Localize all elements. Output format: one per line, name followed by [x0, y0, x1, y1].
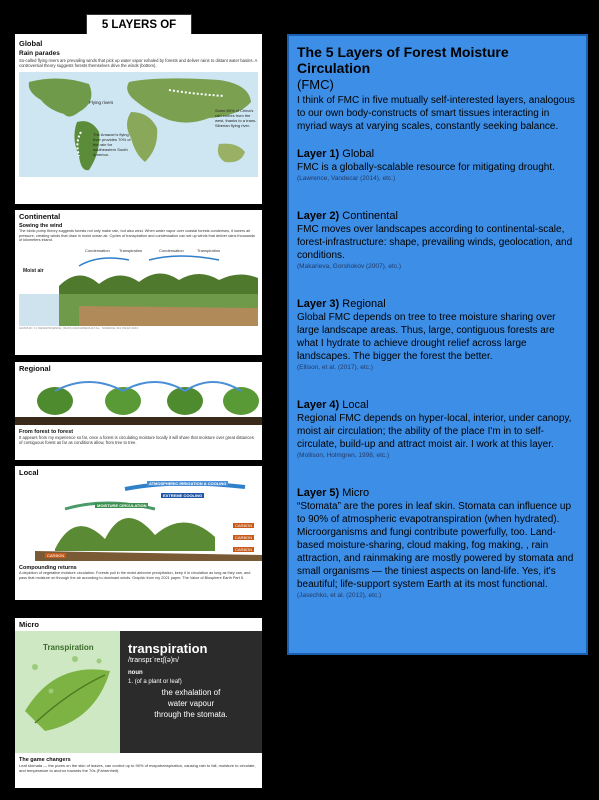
- panel-micro-header: Micro: [19, 620, 40, 629]
- world-map: [19, 72, 258, 177]
- layer-4-text: Regional FMC depends on hyper-local, interior, under canopy, moist air circulation; the ability of the place I'm in to self-circulate, build-up and attract moist air. I work at this layer.: [297, 413, 572, 450]
- panel-regional-subheader: From forest to forest: [19, 429, 74, 435]
- layer-3-cite: (Ellison, et al. (2017), etc.): [297, 364, 373, 371]
- layer-3-text: Global FMC depends on tree to tree moisture sharing over large landscape areas. Thus, large, contiguous forests are what I hydrate to achieve drought relief across large landscapes. The bigger the forest the better.: [297, 312, 556, 362]
- panel-micro-subheader: The game changers: [19, 757, 71, 763]
- dictionary-definition: [128, 687, 254, 720]
- layer-1-cite: (Lawrence, Vandecar (2014), etc.): [297, 175, 396, 182]
- continental-credit: GRAPHIC: N. DESAI/SCIENCE; (DATA) MAKARIEVA ET AL., SCIENCE 341 (6142) 2013: [19, 325, 139, 330]
- dictionary-def-sense: (of a plant or leaf): [134, 679, 182, 685]
- panel-continental: [15, 210, 262, 355]
- panel-micro-body: Leaf stomata — the pores on the skin of leaves, can control up to 90% of evapotranspiration, causing rain to fall, moisture to circulate, and temperature to anchor towards the 70s (Fahrenheit).: [19, 763, 256, 773]
- fmc-title-abbr: (FMC): [297, 77, 334, 92]
- panel-regional-header: Regional: [19, 364, 51, 373]
- transpiration-leaf-image: [15, 631, 120, 753]
- map-label-china: Some 80% of China's rain comes from the west, thanks to a trans-Siberian flying river.: [215, 108, 257, 128]
- label-carbon-3: CARBON: [235, 547, 253, 552]
- panel-local-header: Local: [19, 468, 39, 477]
- fmc-intro: I think of FMC in five mutually self-interested layers, analogous to our own body-constructs of smart tissues interacting in myriad ways at varying scales, constantly seeking balance.: [297, 95, 575, 132]
- label-condensation-1: Condensation: [85, 247, 110, 253]
- panel-local: [15, 466, 262, 600]
- layer-4-heading: Layer 4) Local: [297, 399, 369, 411]
- dictionary-card: [120, 631, 262, 753]
- label-carbon-4: CARBON: [47, 553, 65, 558]
- label-carbon-2: CARBON: [235, 535, 253, 540]
- dictionary-pronunciation: /transpɪˈreɪʃ(ə)n/: [128, 657, 179, 664]
- biotic-pump-illustration: [19, 246, 258, 326]
- definition-line: the exhalation of: [161, 688, 221, 697]
- panel-global-header: Global: [19, 39, 43, 48]
- layer-1-heading: Layer 1) Global: [297, 148, 375, 160]
- panel-local-subheader: Compounding returns: [19, 565, 77, 571]
- map-label-flying-rivers: Flying rivers: [89, 100, 114, 105]
- layer-1-text: FMC is a globally-scalable resource for mitigating drought.: [297, 162, 555, 173]
- label-atmospheric: ATMOSPHERIC IRRIGATION & COOLING: [149, 481, 227, 486]
- panel-continental-body: The biotic pump theory suggests forests not only make rain, but also wind. When water vapor over coastal forests condenses, it lowers air pressure, creating winds that draw in moist ocean air. Cycles of transpiration and condensation can set up winds that deliver rains thousands of kilometers inland.: [19, 229, 255, 243]
- fmc-title: The 5 Layers of Forest Moisture Circulation: [297, 44, 509, 76]
- fmc-description-box: [287, 34, 588, 655]
- label-extreme-cooling: EXTREME COOLING: [163, 493, 203, 498]
- panel-regional-body: It appears from my experience so far, once a forest is circulating moisture locally it will share that moisture over great distances of contiguous forest as far as conditions allow, from tree to tree.: [19, 435, 254, 445]
- layer-5-cite: (Jasechko, et al. (2012), etc.): [297, 592, 382, 599]
- definition-line: through the stomata.: [154, 710, 228, 719]
- map-label-amazon: The Amazon's flying river provides 70% of the rain for southeastern South America.: [93, 132, 131, 157]
- dictionary-pos: noun: [128, 670, 143, 676]
- panel-global-body: So-called flying rivers are prevailing winds that pick up water vapor exhaled by forests and deliver rains to distant water basins. A controversial theory suggests forests themselves drive the winds (bottom).: [19, 58, 258, 68]
- layer-5-heading: Layer 5) Micro: [297, 487, 370, 499]
- panel-continental-subheader: Sowing the wind: [19, 223, 63, 229]
- layer-2-text: FMC moves over landscapes according to continental-scale, forest-infrastructure: shape, prevailing winds, geolocation, and conditions.: [297, 224, 573, 261]
- label-moisture-circulation: MOISTURE CIRCULATION: [97, 503, 147, 508]
- panel-regional: [15, 362, 262, 460]
- regional-trees-illustration: [15, 375, 262, 425]
- layer-2-heading: Layer 2) Continental: [297, 210, 398, 222]
- dictionary-def-num: 1.: [128, 679, 134, 685]
- label-transpiration-2: Transpiration: [197, 247, 221, 253]
- layer-2-cite: (Makarieva, Gorshokov (2007), etc.): [297, 263, 402, 270]
- panel-global: [15, 34, 262, 204]
- dictionary-sense: [128, 679, 254, 685]
- transpiration-image-label: Transpiration: [43, 643, 94, 652]
- panel-micro: [15, 618, 262, 788]
- local-illustration: [15, 479, 262, 561]
- micro-figure: [15, 631, 262, 753]
- label-transpiration-1: Transpiration: [119, 247, 143, 253]
- layer-5-text: “Stomata” are the pores in leaf skin. Stomata can influence up to 90% of atmospheric evapotranspiration (when hydrated). Microorganisms and fungi contribute powerfully, too. Land-based moisture-sharing, cloud making, fog making, , rain attraction, and rainmaking are mostly powered by stomata and small organisms — the tiniest aspects on land-life. Yes, it's beautiful; life-support system Earth at its most functional.: [297, 501, 574, 590]
- panel-global-subheader: Rain parades: [19, 50, 60, 57]
- panel-local-body: A depiction of vegetative moisture circulation. Forests pull in the moist airborne precipitation, keep it in circulation as long as they can, and pass that moisture on through the air according to dominant winds. Graphic from my 2021 paper, The Value of Biosphere Earth Part 5.: [19, 571, 251, 580]
- layer-3-heading: Layer 3) Regional: [297, 298, 386, 310]
- panel-continental-header: Continental: [19, 212, 61, 221]
- poster-title-line1: 5 LAYERS OF: [101, 19, 177, 31]
- label-carbon-1: CARBON: [235, 523, 253, 528]
- moist-air-label: Moist air: [23, 267, 44, 274]
- dictionary-word: transpiration: [128, 641, 208, 656]
- label-condensation-2: Condensation: [159, 247, 184, 253]
- definition-line: water vapour: [167, 699, 215, 708]
- layer-4-cite: (Mollison, Holmgren, 1998, etc.): [297, 452, 390, 459]
